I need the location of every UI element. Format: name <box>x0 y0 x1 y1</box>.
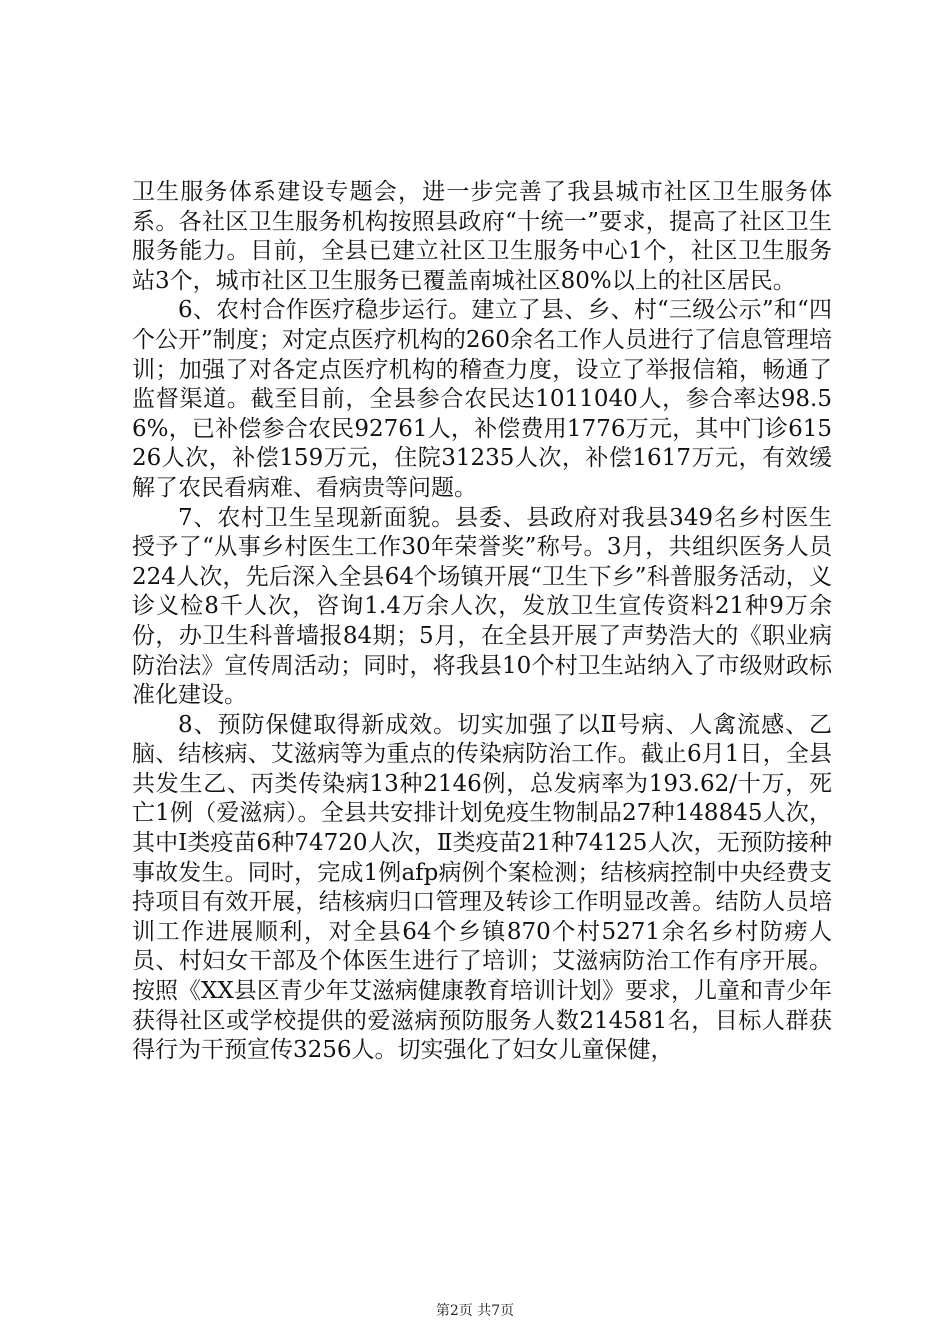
paragraph-rural-cooperative-medical: 6、农村合作医疗稳步运行。建立了县、乡、村“三级公示”和“四个公开”制度；对定点医疗机构的260余名工作人员进行了信息管理培训；加强了对各定点医疗机构的稽查力度，设立了举报信箱，畅通了监督渠道。截至目前，全县参合农民达1011040人，参合率达98.56%，已补偿参合农民92761人，补偿费用1776万元，其中门诊61526人次，补偿159万元，住院31235人次，补偿1617万元，有效缓解了农民看病难、看病贵等问题。 <box>132 297 832 501</box>
page-number-footer: 第2页 共7页 <box>435 1303 515 1319</box>
document-body <box>132 178 832 1066</box>
paragraph-community-health: 卫生服务体系建设专题会，进一步完善了我县城市社区卫生服务体系。各社区卫生服务机构按照县政府“十统一”要求，提高了社区卫生服务能力。目前，全县已建立社区卫生服务中心1个，社区卫生服务站3个，城市社区卫生服务已覆盖南城社区80%以上的社区居民。 <box>132 179 832 294</box>
paragraph-preventive-care: 8、预防保健取得新成效。切实加强了以Ⅱ号病、人禽流感、乙脑、结核病、艾滋病等为重点的传染病防治工作。截止6月1日，全县共发生乙、丙类传染病13种2146例，总发病率为193.62/十万，死亡1例（爱滋病）。全县共安排计划免疫生物制品27种148845人次，其中Ⅰ类疫苗6种74720人次，Ⅱ类疫苗21种74125人次，无预防接种事故发生。同时，完成1例afp病例个案检测；结核病控制中央经费支持项目有效开展，结核病归口管理及转诊工作明显改善。结防人员培训工作进展顺利，对全县64个乡镇870个村5271余名乡村防痨人员、村妇女干部及个体医生进行了培训；艾滋病防治工作有序开展。按照《XX县区青少年艾滋病健康教育培训计划》要求，儿童和青少年获得社区或学校提供的爱滋病预防服务人数214581名，目标人群获得行为干预宣传3256人。切实强化了妇女儿童保健， <box>132 711 832 1064</box>
paragraph-rural-health: 7、农村卫生呈现新面貌。县委、县政府对我县349名乡村医生授予了“从事乡村医生工作30年荣誉奖”称号。3月，共组织医务人员224人次，先后深入全县64个场镇开展“卫生下乡”科普服务活动，义诊义检8千人次，咨询1.4万余人次，发放卫生宣传资料21种9万余份，办卫生科普墙报84期；5月，在全县开展了声势浩大的《职业病防治法》宣传周活动；同时，将我县10个村卫生站纳入了市级财政标准化建设。 <box>132 504 832 709</box>
